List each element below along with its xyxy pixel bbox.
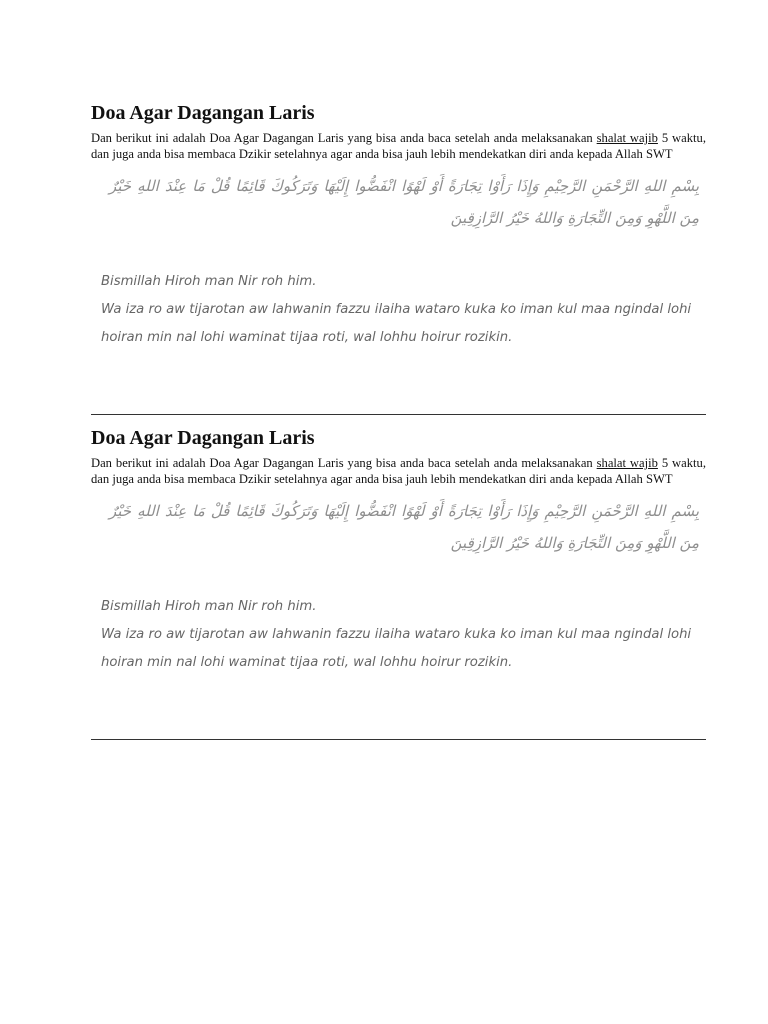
paragraph-text: 5 waktu, dan juga anda bisa membaca Dzikir setelahnya agar anda bisa jauh lebih mendekatkan diri anda kepada Allah SWT bbox=[91, 456, 706, 486]
transliteration-line: Wa iza ro aw tijarotan aw lahwanin fazzu ilaiha wataro kuka ko iman kul maa ngindal lohi bbox=[101, 627, 692, 642]
section-divider bbox=[91, 739, 706, 740]
transliteration-line: Wa iza ro aw tijarotan aw lahwanin fazzu ilaiha wataro kuka ko iman kul maa ngindal lohi bbox=[101, 302, 692, 317]
transliteration-line: Bismillah Hiroh man Nir roh him. bbox=[101, 599, 317, 614]
intro-paragraph bbox=[91, 131, 706, 162]
shalat-wajib-link[interactable]: shalat wajib bbox=[596, 456, 658, 470]
transliteration-line: hoiran min nal lohi waminat tijaa roti, wal lohhu hoirur rozikin. bbox=[101, 330, 513, 345]
paragraph-text: 5 waktu, dan juga anda bisa membaca Dzikir setelahnya agar anda bisa jauh lebih mendekatkan diri anda kepada Allah SWT bbox=[91, 131, 706, 161]
transliteration-line: Bismillah Hiroh man Nir roh him. bbox=[101, 274, 317, 289]
section-title: Doa Agar Dagangan Laris bbox=[91, 427, 315, 449]
article-section-2 bbox=[91, 426, 706, 677]
article-section-1 bbox=[91, 101, 706, 352]
paragraph-text: Dan berikut ini adalah Doa Agar Dagangan Laris yang bisa anda baca setelah anda melaksanakan bbox=[91, 456, 597, 470]
paragraph-text: Dan berikut ini adalah Doa Agar Dagangan Laris yang bisa anda baca setelah anda melaksanakan bbox=[91, 131, 597, 145]
arabic-prayer-text: بِسْمِ اللهِ الرَّحْمَنِ الرَّحِيْمِ وَإِذَا رَأَوْا تِجَارَةً أَوْ لَهْوًا انْفَضُّوا إِلَيْهَا وَتَرَكُوكَ قَائِمًا قُلْ مَا عِنْدَ اللهِ خَيْرٌ مِنَ اللَّهْوِ وَمِنَ التِّجَارَةِ وَاللهُ خَيْرُ الرَّازِقِينَ bbox=[109, 177, 699, 227]
section-title: Doa Agar Dagangan Laris bbox=[91, 102, 315, 124]
shalat-wajib-link[interactable]: shalat wajib bbox=[596, 131, 658, 145]
intro-paragraph bbox=[91, 456, 706, 487]
arabic-prayer-text: بِسْمِ اللهِ الرَّحْمَنِ الرَّحِيْمِ وَإِذَا رَأَوْا تِجَارَةً أَوْ لَهْوًا انْفَضُّوا إِلَيْهَا وَتَرَكُوكَ قَائِمًا قُلْ مَا عِنْدَ اللهِ خَيْرٌ مِنَ اللَّهْوِ وَمِنَ التِّجَارَةِ وَاللهُ خَيْرُ الرَّازِقِينَ bbox=[109, 502, 699, 552]
transliteration-line: hoiran min nal lohi waminat tijaa roti, wal lohhu hoirur rozikin. bbox=[101, 655, 513, 670]
section-divider bbox=[91, 414, 706, 415]
